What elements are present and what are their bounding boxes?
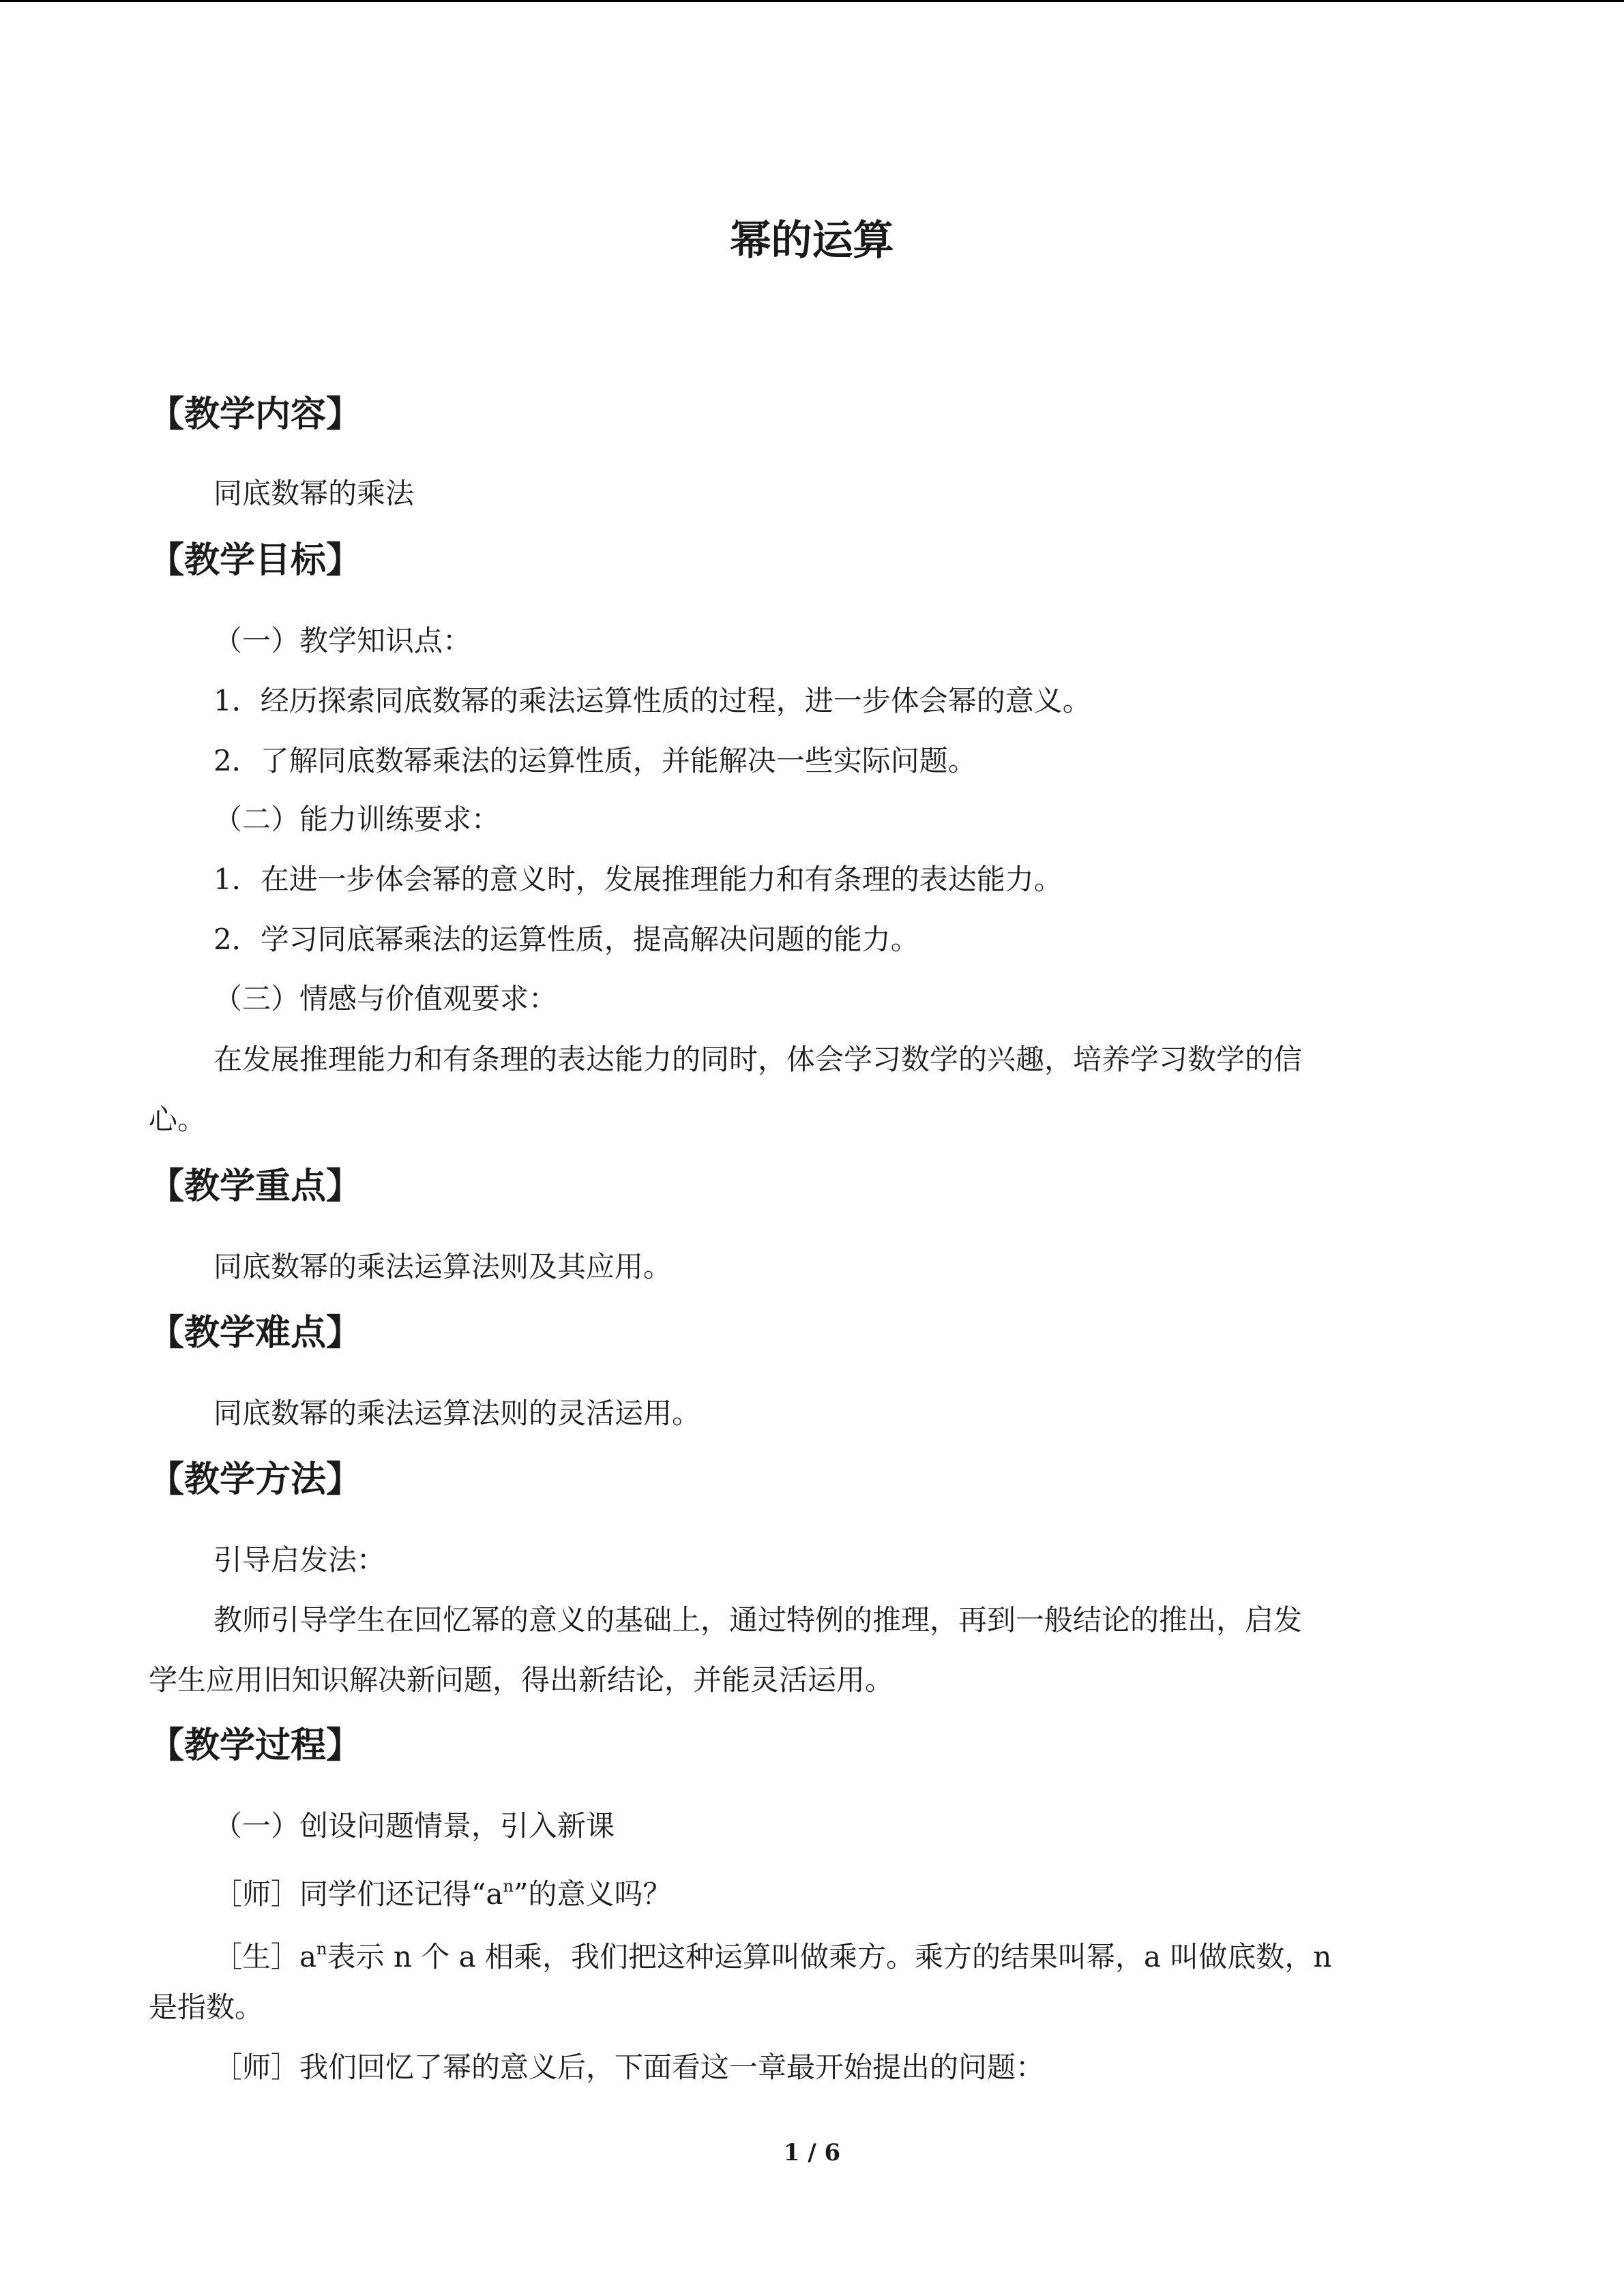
method-text2-line1: 教师引导学生在回忆幂的意义的基础上，通过特例的推理，再到一般结论的推出，启发 — [213, 1603, 1303, 1637]
goals-item3-line2: 心。 — [149, 1103, 207, 1136]
content-text: 同底数幂的乘法 — [213, 477, 415, 510]
method-text1: 引导启发法： — [213, 1543, 386, 1577]
goals-item1-2: 2．了解同底数幂乘法的运算性质，并能解决一些实际问题。 — [213, 744, 977, 777]
process-teacher-line2: ［师］我们回忆了幂的意义后，下面看这一章最开始提出的问题： — [213, 2051, 1045, 2084]
heading-teaching-content: 【教学内容】 — [149, 394, 362, 435]
student-line1-pre: ［生］a — [213, 1940, 317, 1973]
teacher-line1-pre: ［师］同学们还记得“a — [213, 1877, 503, 1911]
heading-teaching-goals: 【教学目标】 — [149, 540, 362, 581]
process-teacher-line1 — [213, 1866, 671, 1915]
heading-key-points: 【教学重点】 — [149, 1166, 362, 1207]
heading-process: 【教学过程】 — [149, 1725, 362, 1766]
process-student-line1 — [213, 1928, 1331, 1978]
goals-sub3: （三）情感与价值观要求： — [213, 982, 558, 1015]
process-student-line2: 是指数。 — [149, 1991, 264, 2024]
teacher-line1-post: ”的意义吗？ — [513, 1877, 672, 1911]
top-border-line — [0, 0, 1624, 2]
heading-difficulties: 【教学难点】 — [149, 1313, 362, 1354]
goals-sub2: （二）能力训练要求： — [213, 803, 501, 836]
process-sub1: （一）创设问题情景，引入新课 — [213, 1809, 615, 1843]
teacher-line1-superscript: n — [503, 1877, 514, 1896]
document-title: 幂的运算 — [730, 217, 894, 265]
heading-methods: 【教学方法】 — [149, 1459, 362, 1500]
key-points-text: 同底数幂的乘法运算法则及其应用。 — [213, 1250, 673, 1283]
goals-item3-line1: 在发展推理能力和有条理的表达能力的同时，体会学习数学的兴趣，培养学习数学的信 — [213, 1043, 1303, 1076]
goals-item2-1: 1．在进一步体会幂的意义时，发展推理能力和有条理的表达能力。 — [213, 863, 1063, 896]
goals-item2-2: 2．学习同底幂乘法的运算性质，提高解决问题的能力。 — [213, 923, 919, 956]
student-line1-post: 表示 n 个 a 相乘，我们把这种运算叫做乘方。乘方的结果叫幂，a 叫做底数，n — [327, 1940, 1332, 1973]
goals-item1-1: 1．经历探索同底数幂的乘法运算性质的过程，进一步体会幂的意义。 — [213, 684, 1091, 717]
difficulty-text: 同底数幂的乘法运算法则的灵活运用。 — [213, 1397, 701, 1430]
method-text2-line2: 学生应用旧知识解决新问题，得出新结论，并能灵活运用。 — [149, 1663, 894, 1697]
student-line1-superscript: n — [316, 1939, 327, 1958]
goals-sub1: （一）教学知识点： — [213, 624, 472, 657]
page-number: 1 / 6 — [783, 2139, 841, 2166]
